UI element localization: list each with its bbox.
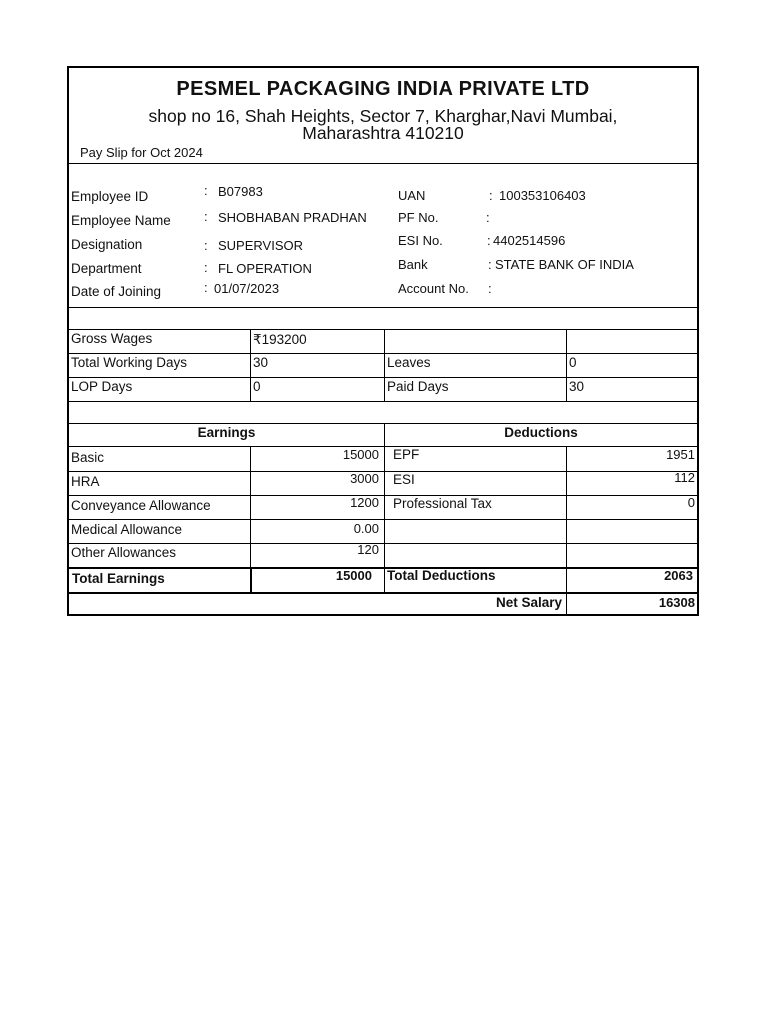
- address-line-2: Maharashtra 410210: [302, 123, 464, 143]
- gross-wages-label: Gross Wages: [71, 331, 153, 346]
- designation-value: SUPERVISOR: [218, 238, 304, 253]
- paid-days-label: Paid Days: [387, 379, 449, 394]
- divider: [69, 543, 697, 544]
- employee-name-label: Employee Name: [71, 213, 171, 228]
- uan-label: UAN: [398, 188, 426, 203]
- company-name: PESMEL PACKAGING INDIA PRIVATE LTD: [176, 78, 590, 100]
- pf-no-label: PF No.: [398, 210, 439, 225]
- department-value: FL OPERATION: [218, 261, 312, 276]
- column-divider: [250, 329, 251, 401]
- divider: [69, 401, 697, 402]
- bank-label: Bank: [398, 257, 428, 272]
- colon: :: [486, 210, 490, 225]
- leaves-value: 0: [569, 355, 577, 370]
- earning-amount: 15000: [342, 447, 379, 462]
- date-of-joining-label: Date of Joining: [71, 284, 162, 299]
- lop-days-value: 0: [253, 379, 261, 394]
- leaves-label: Leaves: [387, 355, 431, 370]
- divider: [69, 423, 697, 424]
- column-divider: [566, 329, 567, 401]
- employee-name-value: SHOBHABAN PRADHAN: [218, 210, 367, 225]
- esi-no-value: 4402514596: [493, 233, 566, 248]
- colon: :: [204, 183, 208, 198]
- colon: :: [204, 209, 208, 224]
- column-divider: [384, 329, 385, 401]
- colon: :: [204, 238, 208, 253]
- total-deductions-label: Total Deductions: [387, 568, 496, 583]
- department-label: Department: [71, 261, 142, 276]
- divider: [69, 329, 697, 330]
- earning-label: Medical Allowance: [71, 522, 183, 537]
- pay-slip-title: Pay Slip for Oct 2024: [80, 145, 203, 160]
- deductions-header: Deductions: [504, 425, 578, 440]
- paid-days-value: 30: [569, 379, 585, 394]
- net-salary-value: 16308: [658, 595, 695, 610]
- divider: [69, 163, 697, 164]
- pay-slip: [67, 66, 699, 616]
- working-days-value: 30: [253, 355, 269, 370]
- total-deductions-value: 2063: [664, 568, 693, 583]
- working-days-label: Total Working Days: [71, 355, 188, 370]
- date-of-joining-value: 01/07/2023: [214, 281, 280, 296]
- divider: [69, 519, 697, 520]
- colon: :: [204, 260, 208, 275]
- earning-amount: 0.00: [353, 521, 379, 536]
- esi-no-label: ESI No.: [398, 233, 443, 248]
- divider: [69, 307, 697, 308]
- uan-value: 100353106403: [499, 188, 586, 203]
- bank-value: STATE BANK OF INDIA: [495, 257, 634, 272]
- colon: :: [489, 188, 493, 203]
- deduction-label: EPF: [393, 447, 420, 462]
- colon: :: [488, 257, 492, 272]
- earnings-header: Earnings: [197, 425, 256, 440]
- divider: [69, 377, 697, 378]
- column-divider: [566, 446, 567, 616]
- colon: :: [204, 280, 208, 295]
- colon: :: [488, 281, 492, 296]
- column-divider: [384, 423, 385, 593]
- earning-label: Conveyance Allowance: [71, 498, 211, 513]
- colon: :: [487, 233, 491, 248]
- earning-label: HRA: [71, 474, 100, 489]
- divider: [69, 592, 697, 594]
- net-salary-label: Net Salary: [495, 595, 562, 610]
- gross-wages-value: ₹193200: [253, 332, 307, 347]
- earning-amount: 1200: [350, 495, 379, 510]
- company-address: [69, 108, 697, 142]
- earning-amount: 120: [357, 542, 379, 557]
- employee-id-label: Employee ID: [71, 189, 149, 204]
- deduction-label: ESI: [393, 472, 415, 487]
- column-divider: [250, 567, 252, 592]
- deduction-amount: 1951: [666, 447, 695, 462]
- deduction-label: Professional Tax: [393, 496, 492, 511]
- deduction-amount: 0: [687, 495, 695, 510]
- divider: [69, 353, 697, 354]
- earning-label: Basic: [71, 450, 105, 465]
- designation-label: Designation: [71, 237, 143, 252]
- earning-amount: 3000: [350, 471, 379, 486]
- total-earnings-value: 15000: [335, 568, 372, 583]
- earning-label: Other Allowances: [71, 545, 177, 560]
- total-earnings-label: Total Earnings: [72, 571, 165, 586]
- lop-days-label: LOP Days: [71, 379, 133, 394]
- account-no-label: Account No.: [398, 281, 469, 296]
- employee-id-value: B07983: [218, 184, 263, 199]
- deduction-amount: 112: [674, 470, 695, 485]
- address-line-1: shop no 16, Shah Heights, Sector 7, Kharghar,Navi Mumbai,: [148, 106, 618, 126]
